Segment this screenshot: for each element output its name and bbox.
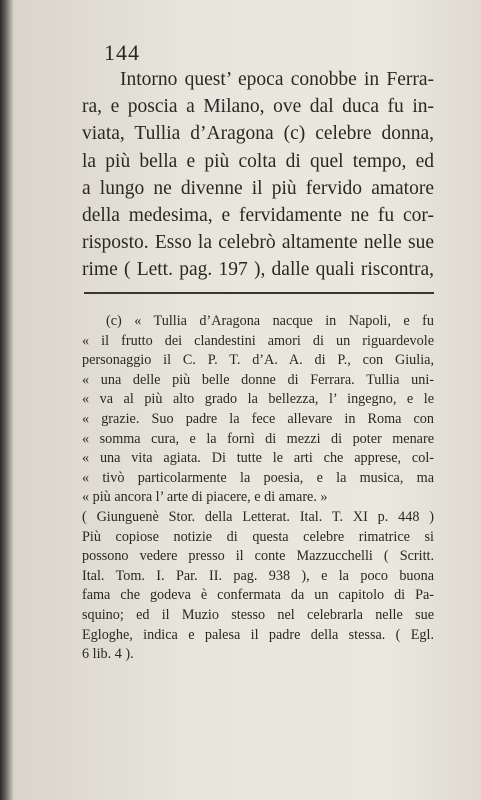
footnote — [82, 312, 434, 665]
body-line: ra, e poscia a Milano, ove dal duca fu in- — [82, 96, 434, 118]
body-line: viata, Tullia d’Aragona (c) celebre donna, — [82, 123, 434, 145]
footnote-line: « una vita agiata. Di tutte le arti che apprese, col- — [82, 450, 434, 467]
footnote-line: « grazie. Suo padre la fece allevare in Roma con — [82, 410, 434, 427]
footnote-line: fama che godeva è confermata da un capitolo di Pa- — [82, 587, 434, 604]
body-line: la più bella e più colta di quel tempo, ed — [82, 150, 434, 172]
body-line: risposto. Esso la celebrò altamente nelle sue — [82, 232, 434, 254]
body-text — [82, 66, 434, 284]
page-number: 144 — [104, 40, 140, 65]
footnote-line: « una delle più belle donne di Ferrara. Tullia uni- — [82, 371, 434, 388]
footnote-line: Egloghe, indica e palesa il padre della stessa. ( Egl. — [82, 626, 434, 643]
footnote-line: « più ancora l’ arte di piacere, e di amare. » — [82, 489, 328, 506]
footnote-line: ( Giunguenè Stor. della Letterat. Ital. T. XI p. 448 ) — [82, 508, 434, 525]
footnote-line: Ital. Tom. I. Par. II. pag. 938 ), e la poco buona — [82, 567, 434, 584]
footnote-line: « il frutto dei clandestini amori di un riguardevole — [82, 332, 434, 349]
footnote-line: « tivò particolarmente la poesia, e la musica, ma — [82, 469, 434, 486]
body-line: Intorno quest’ epoca conobbe in Ferra- — [120, 69, 434, 90]
footnote-line: squino; ed il Muzio stesso nel celebrarla nelle sue — [82, 606, 434, 623]
footnote-line: « somma cura, e la fornì di mezzi di poter menare — [82, 430, 434, 447]
footnote-line: possono vedere presso il conte Mazzucchelli ( Scritt. — [82, 548, 434, 565]
body-line: rime ( Lett. pag. 197 ), dalle quali riscontra, — [82, 259, 434, 281]
body-line: della medesima, e fervidamente ne fu cor- — [82, 205, 434, 227]
footnote-line: (c) « Tullia d’Aragona nacque in Napoli, e fu — [106, 313, 434, 329]
footnote-divider — [84, 292, 434, 294]
footnote-line: 6 lib. 4 ). — [82, 646, 134, 663]
body-line: a lungo ne divenne il più fervido amatore — [82, 177, 434, 199]
footnote-line: personaggio il C. P. T. d’A. A. di P., con Giulia, — [82, 352, 434, 369]
footnote-line: « va al più alto grado la bellezza, l’ ingegno, e le — [82, 391, 434, 408]
footnote-line: Più copiose notizie di questa celebre rimatrice si — [82, 528, 434, 545]
